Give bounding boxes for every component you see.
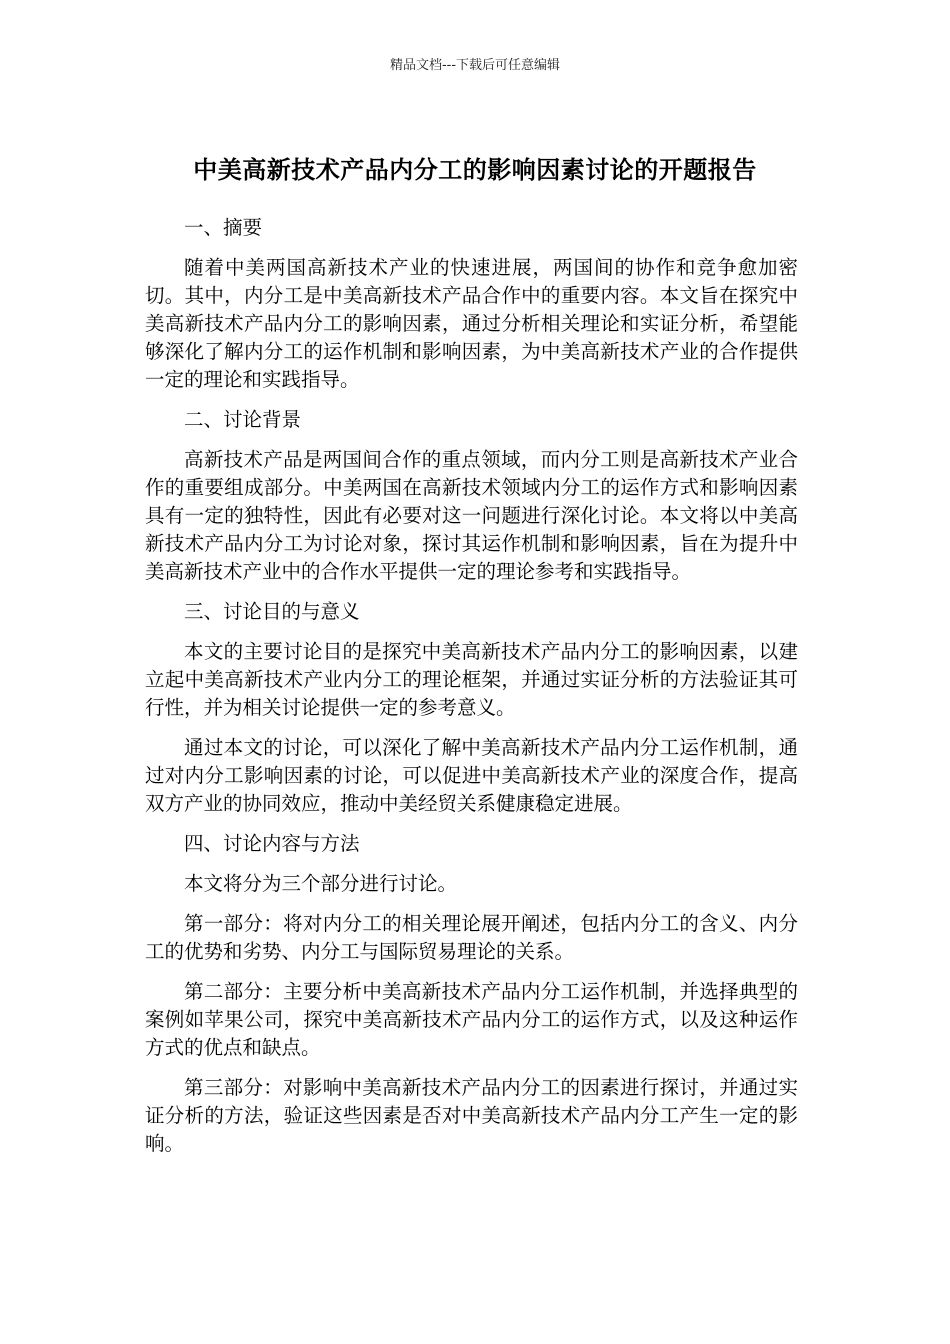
page-header-watermark: 精品文档---下载后可任意编辑 — [389, 58, 561, 73]
paragraph-part-two: 第二部分：主要分析中美高新技术产品内分工运作机制，并选择典型的案例如苹果公司，探究中美高新技术产品内分工的运作方式，以及这种运作方式的优点和缺点。 — [145, 980, 798, 1059]
section-heading-abstract: 一、摘要 — [184, 216, 263, 239]
paragraph-purpose-2: 通过本文的讨论，可以深化了解中美高新技术产品内分工运作机制，通过对内分工影响因素的讨论，可以促进中美高新技术产业的深度合作，提高双方产业的协同效应，推动中美经贸关系健康稳定进展。 — [145, 736, 798, 815]
paragraph-content-intro: 本文将分为三个部分进行讨论。 — [184, 872, 458, 895]
paragraph-background: 高新技术产品是两国间合作的重点领域，而内分工则是高新技术产业合作的重要组成部分。中美两国在高新技术领域内分工的运作方式和影响因素具有一定的独特性，因此有必要对这一问题进行深化讨论。本文将以中美高新技术产品内分工为讨论对象，探讨其运作机制和影响因素，旨在为提升中美高新技术产业中的合作水平提供一定的理论参考和实践指导。 — [145, 448, 798, 583]
document-body — [145, 214, 798, 1170]
section-heading-content-method: 四、讨论内容与方法 — [184, 832, 360, 855]
section-heading-purpose: 三、讨论目的与意义 — [184, 600, 360, 623]
paragraph-purpose-1: 本文的主要讨论目的是探究中美高新技术产品内分工的影响因素，以建立起中美高新技术产业内分工的理论框架，并通过实证分析的方法验证其可行性，并为相关讨论提供一定的参考意义。 — [145, 640, 798, 719]
paragraph-abstract: 随着中美两国高新技术产业的快速进展，两国间的协作和竞争愈加密切。其中，内分工是中美高新技术产品合作中的重要内容。本文旨在探究中美高新技术产品内分工的影响因素，通过分析相关理论和实证分析，希望能够深化了解内分工的运作机制和影响因素，为中美高新技术产业的合作提供一定的理论和实践指导。 — [145, 256, 798, 391]
section-heading-background: 二、讨论背景 — [184, 408, 302, 431]
paragraph-part-three: 第三部分：对影响中美高新技术产品内分工的因素进行探讨，并通过实证分析的方法，验证这些因素是否对中美高新技术产品内分工产生一定的影响。 — [145, 1076, 798, 1155]
paragraph-part-one: 第一部分：将对内分工的相关理论展开阐述，包括内分工的含义、内分工的优势和劣势、内分工与国际贸易理论的关系。 — [145, 912, 798, 963]
document-title: 中美高新技术产品内分工的影响因素讨论的开题报告 — [193, 156, 757, 185]
